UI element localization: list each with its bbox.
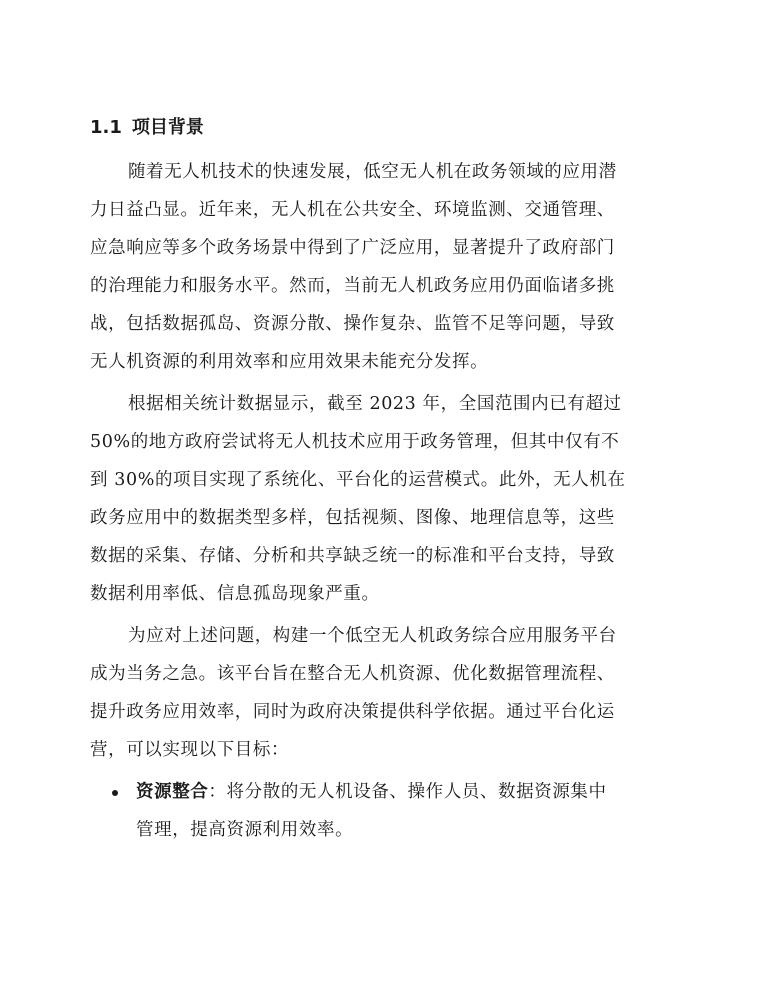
paragraph-line: 数据利用率低、信息孤岛现象严重。 bbox=[90, 584, 380, 604]
bullet-continuation-line: 管理，提高资源利用效率。 bbox=[136, 820, 354, 840]
paragraph-line: 数据的采集、存储、分析和共享缺乏统一的标准和平台支持，导致 bbox=[90, 546, 615, 566]
section-number: 1.1 bbox=[90, 117, 122, 138]
paragraph-2 bbox=[90, 385, 680, 613]
goal-bullet-list bbox=[90, 773, 680, 849]
bullet-text: 将分散的无人机设备、操作人员、数据资源集中 bbox=[226, 782, 607, 802]
section-heading bbox=[90, 114, 204, 142]
paragraph-line: 的治理能力和服务水平。然而，当前无人机政务应用仍面临诸多挑 bbox=[90, 276, 615, 296]
paragraph-line: 根据相关统计数据显示，截至 2023 年，全国范围内已有超过 bbox=[128, 394, 622, 414]
paragraph-line: 政务应用中的数据类型多样，包括视频、图像、地理信息等，这些 bbox=[90, 508, 615, 528]
paragraph-line: 为应对上述问题，构建一个低空无人机政务综合应用服务平台 bbox=[128, 626, 617, 646]
bullet-colon: ： bbox=[208, 782, 227, 802]
paragraph-3 bbox=[90, 617, 680, 769]
paragraph-line: 战，包括数据孤岛、资源分散、操作复杂、监管不足等问题，导致 bbox=[90, 314, 615, 334]
paragraph-line: 力日益凸显。近年来，无人机在公共安全、环境监测、交通管理、 bbox=[90, 200, 615, 220]
paragraph-line: 50%的地方政府尝试将无人机技术应用于政务管理，但其中仅有不 bbox=[90, 432, 620, 452]
section-title: 项目背景 bbox=[131, 117, 204, 138]
bullet-term: 资源整合 bbox=[136, 782, 209, 802]
paragraph-line: 应急响应等多个政务场景中得到了广泛应用，显著提升了政府部门 bbox=[90, 238, 615, 258]
paragraph-1 bbox=[90, 153, 680, 381]
list-item bbox=[90, 773, 680, 849]
paragraph-line: 提升政务应用效率，同时为政府决策提供科学依据。通过平台化运 bbox=[90, 702, 615, 722]
paragraph-line: 随着无人机技术的快速发展，低空无人机在政务领域的应用潜 bbox=[128, 162, 617, 182]
paragraph-line: 无人机资源的利用效率和应用效果未能充分发挥。 bbox=[90, 352, 489, 372]
bullet-first-line bbox=[136, 773, 680, 811]
paragraph-line: 到 30%的项目实现了系统化、平台化的运营模式。此外，无人机在 bbox=[90, 470, 626, 490]
paragraph-line: 营，可以实现以下目标： bbox=[90, 740, 290, 760]
paragraph-line: 成为当务之急。该平台旨在整合无人机资源、优化数据管理流程、 bbox=[90, 664, 615, 684]
bullet-dot-icon bbox=[112, 790, 118, 796]
